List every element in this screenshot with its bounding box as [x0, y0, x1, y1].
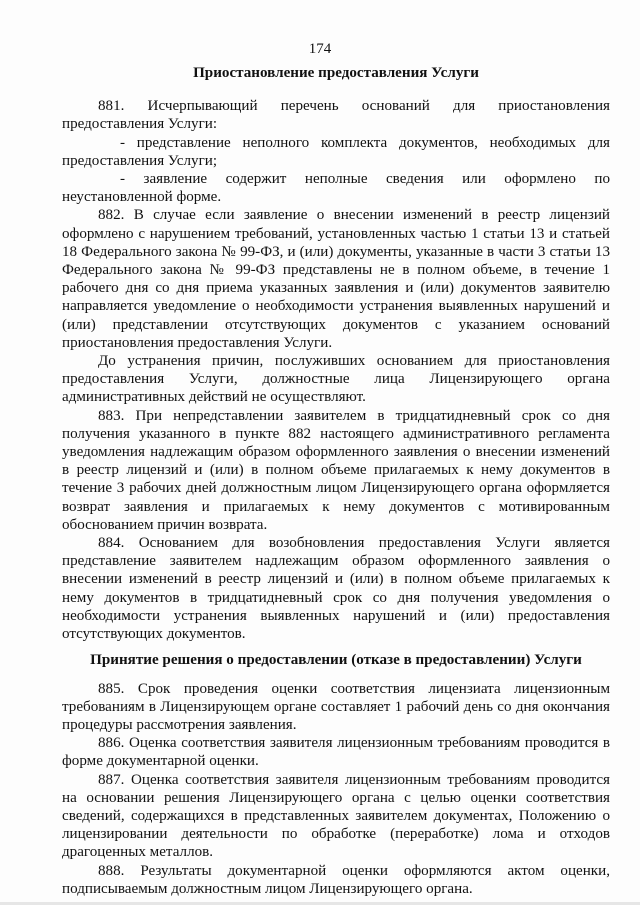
list-item-incomplete-application: - заявление содержит неполные сведения или оформлено по неустановленной форме. — [62, 171, 610, 206]
paragraph-887: 887. Оценка соответствия заявителя лицензионным требованиям проводится на основании решения Лицензирующего органа с целью оценки соответствия сведений, содержащихся в представленных заявителем документах, Положению о лицензировании деятельности по обработке (переработке) лома и отходов драгоценных металлов. — [62, 771, 610, 861]
paragraph-888: 888. Результаты документарной оценки оформляются актом оценки, подписываемым должностным лицом Лицензирующего органа. — [62, 862, 610, 897]
document-body — [62, 64, 610, 898]
section-heading-decision: Принятие решения о предоставлении (отказе в предоставлении) Услуги — [90, 652, 582, 669]
paragraph-885: 885. Срок проведения оценки соответствия лицензиата лицензионным требованиям в Лицензирующем органе составляет 1 рабочий день со дня окончания процедуры рассмотрения заявления. — [62, 680, 610, 733]
paragraph-881: 881. Исчерпывающий перечень оснований для приостановления предоставления Услуги: — [62, 98, 610, 133]
page-number: 174 — [308, 41, 332, 57]
paragraph-882-continued: До устранения причин, послуживших основанием для приостановления предоставления Услуги, должностные лица Лицензирующего органа административных действий не осуществляют. — [62, 353, 610, 406]
list-item-incomplete-documents: - представление неполного комплекта документов, необходимых для предоставления Услуги; — [62, 134, 610, 169]
section-heading-suspension: Приостановление предоставления Услуги — [193, 65, 479, 81]
paragraph-883: 883. При непредставлении заявителем в тридцатидневный срок со дня получения указанного в пункте 882 настоящего административного регламента уведомления надлежащим образом оформленного заявления о внесении изменений в реестр лицензий и (или) в полном объеме прилагаемых к нему документов в течение 3 рабочих дней должностным лицом Лицензирующего органа оформляется возврат заявления и прилагаемых к нему документов с мотивированным обоснованием причин возврата. — [62, 407, 610, 533]
paragraph-886: 886. Оценка соответствия заявителя лицензионным требованиям проводится в форме документарной оценки. — [62, 735, 610, 770]
paragraph-882: 882. В случае если заявление о внесении изменений в реестр лицензий оформлено с нарушением требований, установленных частью 1 статьи 13 и статьей 18 Федерального закона № 99-ФЗ, и (или) документы, указанные в части 3 статьи 13 Федерального закона № 99-ФЗ представлены не в полном объеме, в течение 1 рабочего дня со дня приема указанных заявления и (или) документов заявителю направляется уведомление о необходимости устранения выявленных нарушений и (или) представлении отсутствующих документов с указанием оснований приостановления предоставления Услуги. — [62, 207, 610, 351]
paragraph-884: 884. Основанием для возобновления предоставления Услуги является представление заявителем надлежащим образом оформленного заявления о внесении изменений в реестр лицензий и (или) в полном объеме прилагаемых к нему документов в тридцатидневный срок со дня получения уведомления о необходимости устранения выявленных нарушений и (или) предоставления отсутствующих документов. — [62, 535, 610, 643]
